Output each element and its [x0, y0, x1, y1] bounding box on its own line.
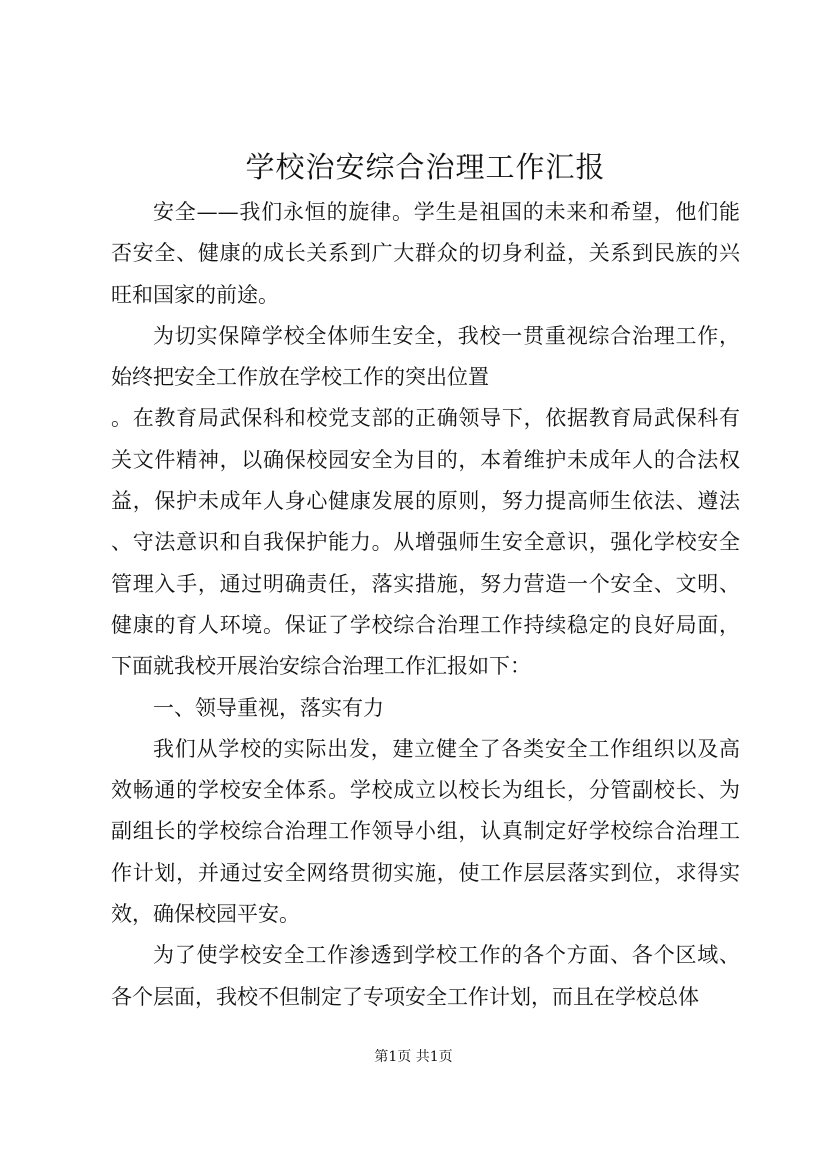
section-heading-leadership: 一、领导重视，落实有力 — [153, 695, 384, 720]
paragraph-safety-plan: 为了使学校安全工作渗透到学校工作的各个方面、各个区域、各个层面，我校不但制定了专项安全工作计划，而且在学校总体 — [111, 943, 740, 1009]
paragraph-intro: 安全——我们永恒的旋律。学生是祖国的未来和希望，他们能否安全、健康的成长关系到广大群众的切身利益，关系到民族的兴旺和国家的前途。 — [111, 200, 740, 307]
paragraph-safety-priority: 为切实保障学校全体师生安全，我校一贯重视综合治理工作，始终把安全工作放在学校工作的突出位置 — [111, 323, 740, 390]
paragraph-organization: 我们从学校的实际出发，建立健全了各类安全工作组织以及高效畅通的学校安全体系。学校成立以校长为组长，分管副校长、为副组长的学校综合治理工作领导小组，认真制定好学校综合治理工作计划，并通过安全网络贯彻实施，使工作层层落实到位，求得实效，确保校园平安。 — [111, 736, 740, 927]
document-title: 学校治安综合治理工作汇报 — [245, 150, 606, 184]
page-footer: 第1页 共1页 — [374, 1049, 453, 1065]
paragraph-leadership-context: 。在教育局武保科和校党支部的正确领导下，依据教育局武保科有关文件精神，以确保校园安全为目的，本着维护未成年人的合法权益，保护未成年人身心健康发展的原则，努力提高师生依法、遵法、守法意识和自我保护能力。从增强师生安全意识，强化学校安全管理入手，通过明确责任，落实措施，努力营造一个安全、文明、健康的育人环境。保证了学校综合治理工作持续稳定的良好局面，下面就我校开展治安综合治理工作汇报如下： — [111, 406, 740, 679]
